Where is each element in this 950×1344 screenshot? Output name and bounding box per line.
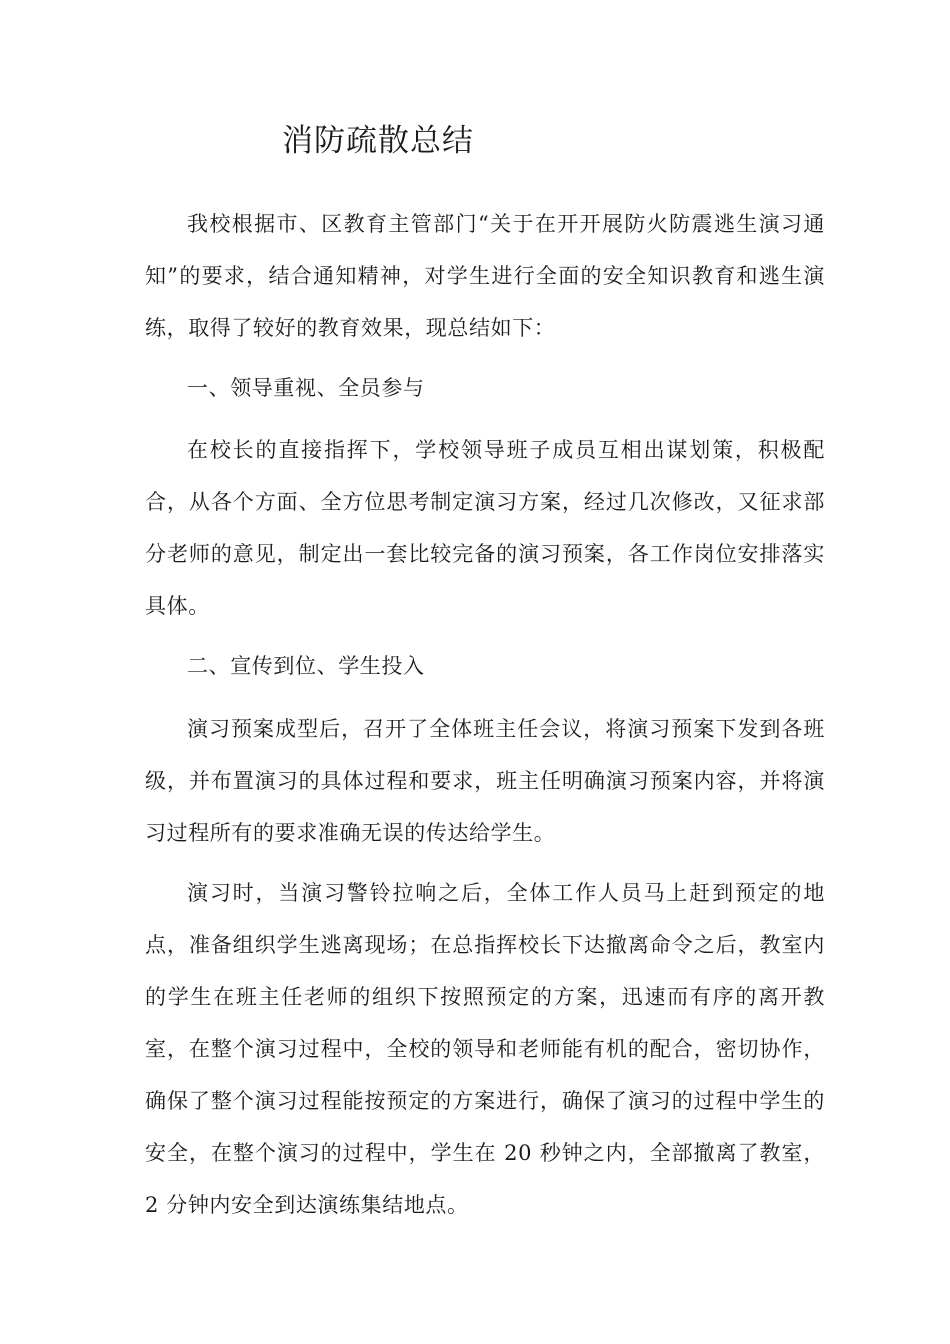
section-heading-2: 二、宣传到位、学生投入 — [187, 654, 425, 678]
section-heading-1: 一、领导重视、全员参与 — [187, 376, 425, 400]
intro-paragraph: 我校根据市、区教育主管部门“关于在开开展防火防震逃生演习通知”的要求，结合通知精神，对学生进行全面的安全知识教育和逃生演练，取得了较好的教育效果，现总结如下： — [145, 212, 825, 340]
section-2-paragraph-2: 演习时，当演习警铃拉响之后，全体工作人员马上赶到预定的地点，准备组织学生逃离现场；在总指挥校长下达撤离命令之后，教室内的学生在班主任老师的组织下按照预定的方案，迅速而有序的离开教室，在整个演习过程中，全校的领导和老师能有机的配合，密切协作，确保了整个演习过程能按预定的方案进行，确保了演习的过程中学生的安全，在整个演习的过程中，学生在 20 秒钟之内，全部撤离了教室，2 分钟内安全到达演练集结地点。 — [145, 881, 825, 1217]
document-title: 消防疏散总结 — [282, 123, 474, 159]
section-2-paragraph-1: 演习预案成型后，召开了全体班主任会议，将演习预案下发到各班级，并布置演习的具体过程和要求，班主任明确演习预案内容，并将演习过程所有的要求准确无误的传达给学生。 — [145, 717, 825, 845]
section-1-paragraph: 在校长的直接指挥下，学校领导班子成员互相出谋划策，积极配合，从各个方面、全方位思考制定演习方案，经过几次修改，又征求部分老师的意见，制定出一套比较完备的演习预案，各工作岗位安排落实具体。 — [145, 438, 825, 618]
